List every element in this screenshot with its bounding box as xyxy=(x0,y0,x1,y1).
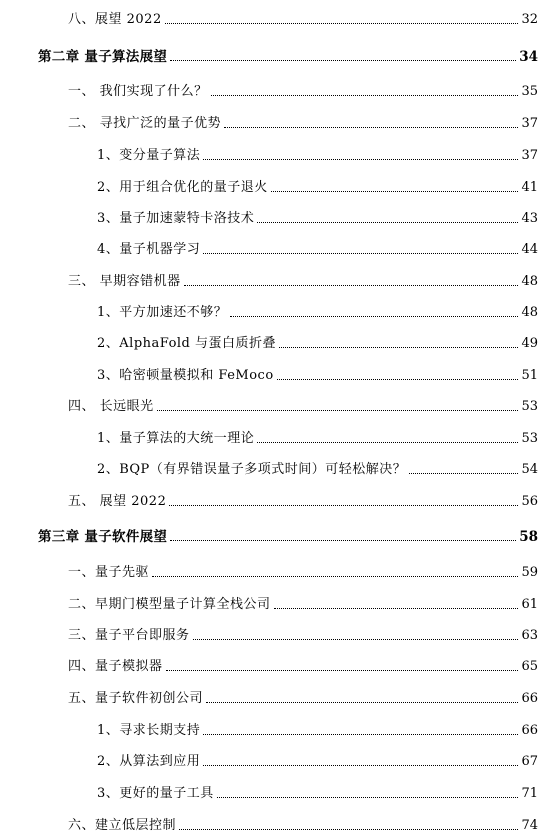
toc-leader-dots xyxy=(224,127,518,128)
toc-page-number: 59 xyxy=(521,565,538,580)
toc-page-number: 43 xyxy=(521,211,538,226)
toc-subsection-row[interactable] xyxy=(0,425,552,447)
toc-entry-label: 六、建立低层控制 xyxy=(68,818,177,833)
toc-leader-dots xyxy=(165,23,519,24)
toc-entry-label: 2、BQP（有界错误量子多项式时间）可轻松解决？ xyxy=(97,462,407,477)
toc-entry-label: 一、量子先驱 xyxy=(68,565,150,580)
toc-entry-label: 2、AlphaFold 与蛋白质折叠 xyxy=(97,336,277,351)
toc-subsection-row[interactable] xyxy=(0,717,552,739)
toc-entry-label: 1、变分量子算法 xyxy=(97,148,201,163)
toc-entry-label: 五、量子软件初创公司 xyxy=(68,691,204,706)
toc-section-row[interactable] xyxy=(0,559,552,581)
toc-entry-label: 2、用于组合优化的量子退火 xyxy=(97,180,268,195)
toc-leader-dots xyxy=(211,95,519,96)
toc-page-number: 34 xyxy=(519,49,538,65)
toc-page-number: 74 xyxy=(521,818,538,833)
toc-page-number: 35 xyxy=(521,84,538,99)
toc-leader-dots xyxy=(179,829,518,830)
toc-entry-label: 三、 早期容错机器 xyxy=(68,274,181,289)
toc-section-row[interactable] xyxy=(0,685,552,707)
toc-leader-dots xyxy=(170,60,516,61)
toc-leader-dots xyxy=(169,505,518,506)
toc-entry-label: 五、 展望 2022 xyxy=(68,494,167,509)
toc-section-row[interactable] xyxy=(0,110,552,132)
toc-leader-dots xyxy=(184,285,519,286)
toc-subsection-row[interactable] xyxy=(0,236,552,258)
toc-page-number: 66 xyxy=(521,691,538,706)
toc-entry-label: 1、寻求长期支持 xyxy=(97,723,201,738)
toc-page-number: 54 xyxy=(521,462,538,477)
toc-leader-dots xyxy=(206,702,518,703)
toc-leader-dots xyxy=(152,576,518,577)
toc-page-number: 44 xyxy=(521,242,538,257)
toc-subsection-row[interactable] xyxy=(0,299,552,321)
toc-entry-label: 三、量子平台即服务 xyxy=(68,628,190,643)
toc-page-number: 49 xyxy=(521,336,538,351)
toc-subsection-row[interactable] xyxy=(0,205,552,227)
toc-page-number: 67 xyxy=(521,754,538,769)
toc-entry-label: 4、量子机器学习 xyxy=(97,242,201,257)
toc-leader-dots xyxy=(217,797,519,798)
toc-page-number: 32 xyxy=(521,12,538,27)
toc-page-number: 48 xyxy=(521,305,538,320)
toc-entry-label: 二、 寻找广泛的量子优势 xyxy=(68,116,222,131)
toc-section-row[interactable] xyxy=(0,812,552,834)
toc-entry-label: 3、更好的量子工具 xyxy=(97,786,214,801)
toc-entry-label: 八、展望 2022 xyxy=(68,12,162,27)
toc-leader-dots xyxy=(271,191,519,192)
toc-leader-dots xyxy=(203,765,518,766)
toc-leader-dots xyxy=(193,639,519,640)
toc-page-number: 51 xyxy=(521,368,538,383)
toc-page-number: 53 xyxy=(521,399,538,414)
toc-subsection-row[interactable] xyxy=(0,362,552,384)
toc-entry-label: 四、量子模拟器 xyxy=(68,659,163,674)
toc-section-row[interactable] xyxy=(0,393,552,415)
toc-entry-label: 1、平方加速还不够？ xyxy=(97,305,228,320)
toc-leader-dots xyxy=(279,347,518,348)
toc-page-number: 63 xyxy=(521,628,538,643)
toc-entry-label: 3、量子加速蒙特卡洛技术 xyxy=(97,211,255,226)
toc-leader-dots xyxy=(277,379,519,380)
toc-chapter-row[interactable] xyxy=(0,43,552,65)
toc-subsection-row[interactable] xyxy=(0,780,552,802)
toc-entry-label: 第二章 量子算法展望 xyxy=(38,49,168,65)
toc-leader-dots xyxy=(170,540,516,541)
toc-page-number: 61 xyxy=(521,597,538,612)
toc-leader-dots xyxy=(409,473,518,474)
toc-subsection-row[interactable] xyxy=(0,748,552,770)
toc-leader-dots xyxy=(166,670,519,671)
toc-section-row[interactable] xyxy=(0,6,552,28)
toc-section-row[interactable] xyxy=(0,622,552,644)
toc-page-number: 37 xyxy=(521,148,538,163)
toc-page-number: 66 xyxy=(521,723,538,738)
toc-subsection-row[interactable] xyxy=(0,456,552,478)
toc-leader-dots xyxy=(257,222,518,223)
toc-leader-dots xyxy=(203,734,518,735)
toc-subsection-row[interactable] xyxy=(0,330,552,352)
toc-leader-dots xyxy=(203,159,518,160)
toc-leader-dots xyxy=(157,410,519,411)
toc-section-row[interactable] xyxy=(0,268,552,290)
toc-entry-label: 2、从算法到应用 xyxy=(97,754,201,769)
toc-subsection-row[interactable] xyxy=(0,142,552,164)
toc-leader-dots xyxy=(257,442,518,443)
toc-chapter-row[interactable] xyxy=(0,523,552,545)
toc-entry-label: 一、 我们实现了什么？ xyxy=(68,84,208,99)
toc-entry-label: 二、早期门模型量子计算全栈公司 xyxy=(68,597,271,612)
toc-page-number: 71 xyxy=(521,786,538,801)
toc-leader-dots xyxy=(203,253,518,254)
toc-page-number: 37 xyxy=(521,116,538,131)
toc-entry-label: 3、哈密顿量模拟和 FeMoco xyxy=(97,368,274,383)
toc-page-number: 53 xyxy=(521,431,538,446)
toc-entry-label: 第三章 量子软件展望 xyxy=(38,529,168,545)
toc-section-row[interactable] xyxy=(0,488,552,510)
toc-leader-dots xyxy=(274,608,519,609)
toc-entry-label: 1、量子算法的大统一理论 xyxy=(97,431,255,446)
toc-page-number: 65 xyxy=(521,659,538,674)
toc-section-row[interactable] xyxy=(0,78,552,100)
toc-subsection-row[interactable] xyxy=(0,174,552,196)
toc-page-number: 56 xyxy=(521,494,538,509)
toc-entry-label: 四、 长远眼光 xyxy=(68,399,154,414)
toc-page-number: 41 xyxy=(521,180,538,195)
toc-leader-dots xyxy=(230,316,518,317)
toc-page-number: 58 xyxy=(519,529,538,545)
toc-page-number: 48 xyxy=(521,274,538,289)
toc-section-row[interactable] xyxy=(0,653,552,675)
toc-section-row[interactable] xyxy=(0,591,552,613)
